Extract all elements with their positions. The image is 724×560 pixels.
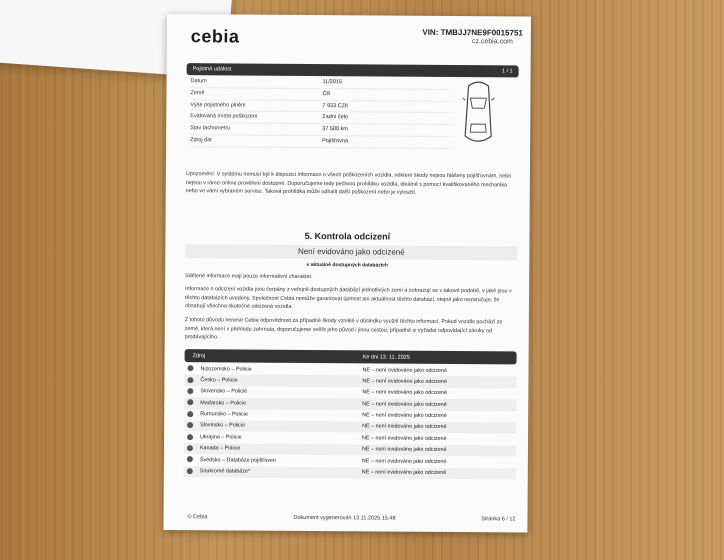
source-column-header: Zdroj	[192, 352, 206, 359]
date-column-header: Ke dni 13. 11. 2025	[362, 353, 410, 361]
flag-icon	[187, 456, 193, 462]
footer-generated: Dokument vygenerován 13.11.2025 15:48	[293, 514, 396, 522]
table-row: Česko – Policie NE – není evidováno jako odcizené	[184, 375, 516, 389]
table-row: Ukrajina – Policie NE – není evidováno jako odcizené	[184, 431, 516, 445]
flag-icon	[187, 377, 193, 383]
footer-copyright: © Cebia	[187, 514, 208, 521]
detail-row: Zdroj dat Pojišťovna	[190, 135, 450, 149]
table-row: Slovensko – Policie NE – není evidováno jako odcizené	[184, 386, 516, 400]
detail-row: Datum 11/2015	[190, 76, 450, 90]
car-diagram-icon	[458, 78, 498, 148]
flag-icon	[187, 422, 193, 428]
damage-note: Upozornění: V systému nemusí být k dispozici informace o všech poškozeních vozidla, některé škody nejsou hlášeny pojišťovnám, nebo nejsou v rámci online prověření dostupné. Doporučujeme tedy pečlivou prohlídku vozidla, ideálně s pomocí kvalifikovaného mechanika nebo ve vámi vybraném servisu. Taková prohlídka může odhalit další poškození nebo je vyloučit.	[185, 171, 512, 196]
detail-row: Evidovaná místa poškození Zadní čelo	[190, 112, 450, 126]
info-paragraph-2: Informace o odcizení vozidla jsou čerpány z veřejně dostupných databází jednotlivých zemí a zobrazují se v takové podobě, v jaké jsou v těchto databázích uvedeny. Společnost Cebia nemůže garantovat úplnost ani aktuálnost těchto databází, stejně jako nezaručuje, že obsahují všechna skutečně odcizená vozidla.	[184, 286, 512, 311]
flag-icon	[187, 388, 193, 394]
theft-section-heading: 5. Kontrola odcizení	[304, 230, 391, 242]
damage-section-page: 1 / 1	[501, 68, 513, 75]
info-paragraph-1: Sdělené informace mají pouze informativní charakter.	[185, 273, 313, 281]
theft-result-banner: Není evidováno jako odcizené	[185, 244, 517, 260]
table-row: Kanada – Policie NE – není evidováno jako odcizené	[184, 443, 516, 457]
theft-result-subtitle: v aktuálně dostupných databázích	[306, 261, 388, 269]
theft-table-header	[185, 349, 517, 364]
table-row: Rumunsko – Policie NE – není evidováno jako odcizené	[184, 409, 516, 423]
flag-icon	[187, 411, 193, 417]
table-row: Nizozemsko – Policie NE – není evidováno jako odcizené	[184, 363, 516, 377]
damage-section-title: Pojistná událost	[192, 66, 232, 73]
detail-row: Stav tachometru 37 500 km	[190, 123, 450, 137]
table-row: Maďarsko – Policie NE – není evidováno jako odcizené	[184, 397, 516, 411]
website-url: cz.cebia.com	[471, 38, 513, 46]
table-row: Soukromé databáze* NE – není evidováno jako odcizené	[184, 466, 516, 480]
table-row: Švédsko – Databáze pojišťoven NE – není evidováno jako odcizené	[184, 454, 516, 468]
detail-row: Země ČR	[190, 88, 450, 102]
footer-page: Stránka 6 / 12	[481, 516, 516, 523]
flag-icon	[187, 400, 193, 406]
page-footer	[184, 514, 516, 523]
damage-details	[190, 76, 450, 149]
flag-icon	[187, 445, 193, 451]
report-page	[163, 14, 531, 533]
detail-row: Výše pojistného plnění 7 933 CZK	[190, 100, 450, 114]
damage-section-bar	[187, 63, 519, 77]
flag-icon	[188, 365, 194, 371]
theft-check-table	[184, 363, 517, 479]
table-row: Slovinsko – Policie NE – není evidováno jako odcizené	[184, 420, 516, 434]
info-paragraph-3: Z tohoto důvodu nenese Cebia odpovědnost za případné škody vzniklé v důsledku využití těchto informací. Pokud vozidlo pochází ze země, která není v přehledu zahrnuta, doporučujeme ověřit jeho původ i jinou cestou, případně si vyžádat odpovídající záruky od prodávajícího.	[184, 317, 503, 341]
vin-number: VIN: TMBJJ7NE9F0015751	[422, 27, 523, 38]
flag-icon	[187, 468, 193, 474]
flag-icon	[187, 434, 193, 440]
cebia-logo: cebia	[190, 26, 240, 47]
